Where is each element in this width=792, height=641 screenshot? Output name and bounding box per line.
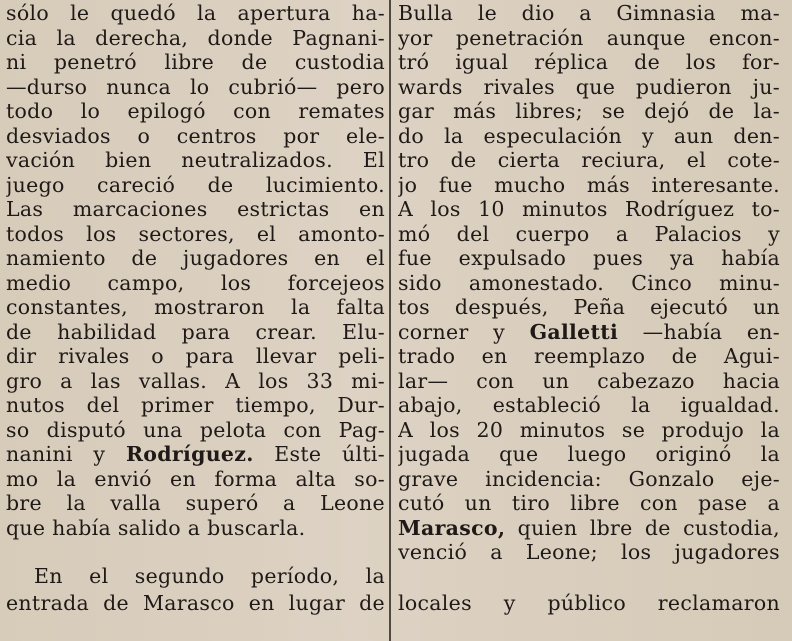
text-line: todo lo epilogó con remates xyxy=(6,99,385,123)
text-line: que había salido a buscarla. xyxy=(6,515,306,540)
text-line: mó del cuerpo a Palacios y xyxy=(398,221,780,246)
text-run: nanini y xyxy=(6,442,126,466)
player-name-bold: Rodríguez. xyxy=(125,442,254,466)
text-line xyxy=(398,319,780,345)
player-name-bold: Marasco, xyxy=(398,515,506,540)
text-line: constantes, mostraron la falta xyxy=(6,295,385,319)
text-run: quien lbre de custodia, xyxy=(505,515,780,540)
text-line: yor penetración aunque encon- xyxy=(398,25,780,50)
text-line: wards rivales que pudieron ju- xyxy=(398,74,780,99)
text-line: medio campo, los forcejeos xyxy=(6,270,385,295)
text-line: sólo le quedó la apertura ha- xyxy=(6,1,385,25)
text-line: gar más libres; se dejó de la- xyxy=(398,99,780,123)
column-divider xyxy=(389,0,391,641)
player-name-bold: Galletti xyxy=(529,319,619,344)
text-line: A los 20 minutos se produjo la xyxy=(398,417,780,442)
text-line: locales y público reclamaron xyxy=(398,591,780,615)
text-line: tro de cierta reciura, el cote- xyxy=(398,148,780,172)
text-line: bre la valla superó a Leone xyxy=(6,491,385,515)
text-line: ni penetró libre de custodia xyxy=(6,50,385,74)
text-line: todos los sectores, el amonto- xyxy=(6,221,385,246)
text-line: Bulla le dio a Gimnasia ma- xyxy=(398,1,780,25)
text-run: Este últi- xyxy=(253,442,385,466)
text-line: fue expulsado pues ya había xyxy=(398,246,780,270)
text-line: jo fue mucho más interesante. xyxy=(398,172,780,197)
text-line: abajo, estableció la igualdad. xyxy=(398,393,780,417)
text-line: A los 10 minutos Rodríguez to- xyxy=(398,197,780,221)
text-line: nutos del primer tiempo, Dur- xyxy=(6,393,385,417)
text-line: mo la envió en forma alta so- xyxy=(6,466,385,491)
text-line: grave incidencia: Gonzalo eje- xyxy=(398,466,780,491)
text-line: En el segundo período, la xyxy=(34,564,385,588)
text-line: tró igual réplica de los for- xyxy=(398,50,780,74)
text-line: de habilidad para crear. Elu- xyxy=(6,319,385,344)
text-line: Las marcaciones estrictas en xyxy=(6,197,385,221)
text-line: so disputó una pelota con Pag- xyxy=(6,417,385,442)
text-line: venció a Leone; los jugadores xyxy=(398,540,780,564)
text-line: cia la derecha, donde Pagnani- xyxy=(6,25,385,50)
text-line: vación bien neutralizados. El xyxy=(6,148,385,172)
text-line: jugada que luego originó la xyxy=(398,442,780,466)
left-column xyxy=(6,0,385,641)
text-line: namiento de jugadores en el xyxy=(6,246,385,270)
text-line: entrada de Marasco en lugar de xyxy=(6,591,385,615)
text-line: tos después, Peña ejecutó un xyxy=(398,295,780,319)
text-line: juego careció de lucimiento. xyxy=(6,172,385,197)
right-column xyxy=(398,0,780,641)
text-line: —durso nunca lo cubrió— pero xyxy=(6,74,385,99)
text-line: cutó un tiro libre con pase a xyxy=(398,491,780,515)
text-line: trado en reemplazo de Agui- xyxy=(398,344,780,368)
text-line: desviados o centros por ele- xyxy=(6,123,385,148)
text-line: lar— con un cabezazo hacia xyxy=(398,368,780,393)
text-run: corner y xyxy=(398,319,530,344)
text-line: dir rivales o para llevar peli- xyxy=(6,344,385,368)
text-run: —había en- xyxy=(618,319,780,344)
text-line xyxy=(398,515,780,541)
text-line xyxy=(6,441,385,467)
text-line: gro a las vallas. A los 33 mi- xyxy=(6,368,385,393)
text-line: do la especulación y aun den- xyxy=(398,123,780,148)
text-line: sido amonestado. Cinco minu- xyxy=(398,270,780,295)
